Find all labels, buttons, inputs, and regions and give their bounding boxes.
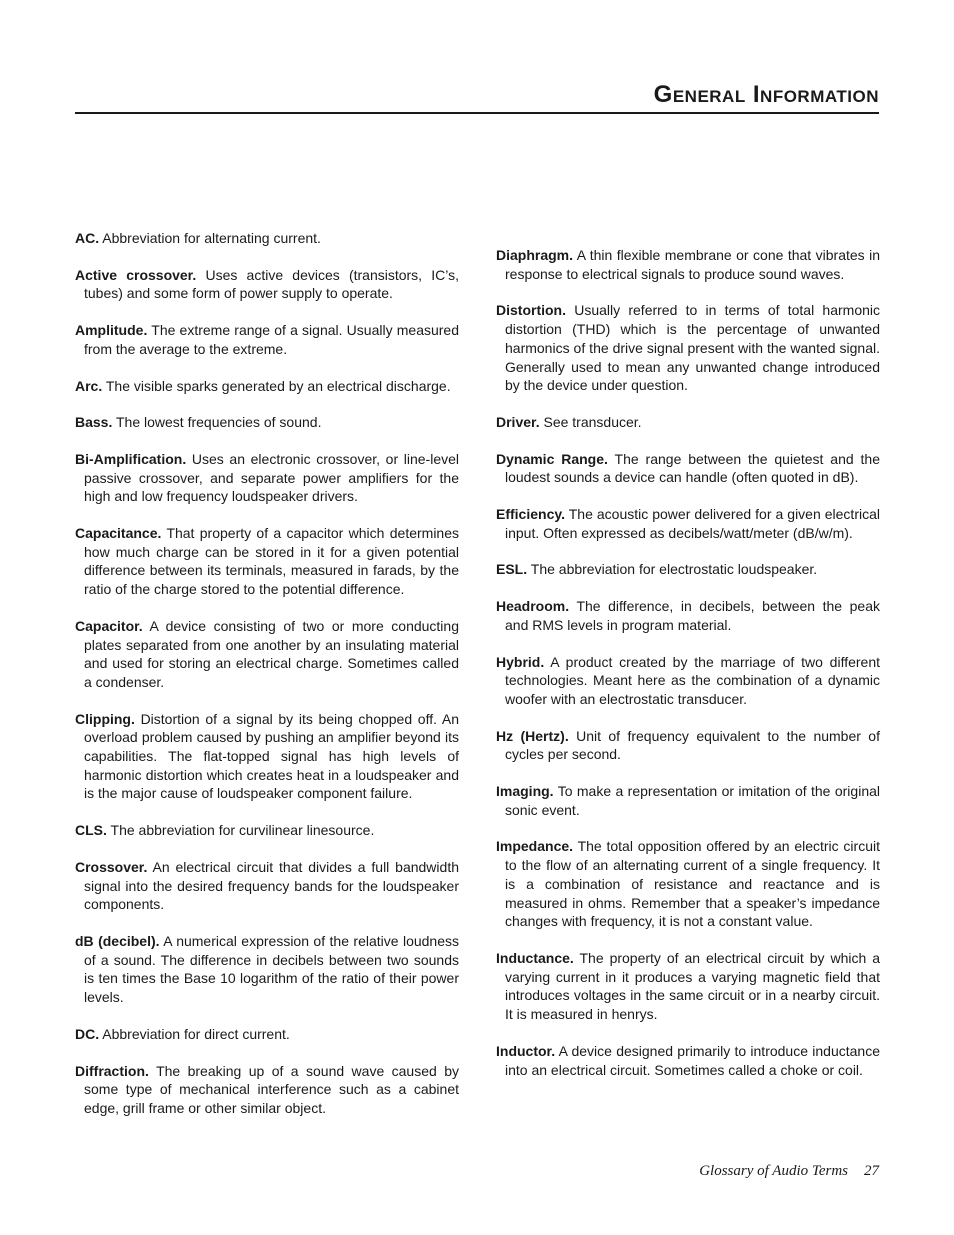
glossary-entry [75, 321, 459, 358]
glossary-term: Capacitance. [75, 525, 162, 542]
glossary-term: Efficiency. [496, 506, 565, 523]
glossary-term: Crossover. [75, 858, 148, 875]
glossary-entry [496, 782, 880, 819]
glossary-definition: To make a representation or imitation of the original sonic event. [505, 783, 880, 818]
glossary-term: Arc. [75, 377, 103, 394]
glossary-right-column [496, 246, 880, 1097]
glossary-term: Distortion. [496, 302, 566, 319]
glossary-definition: The extreme range of a signal. Usually measured from the average to the extreme. [84, 322, 459, 357]
glossary-term: Headroom. [496, 598, 570, 615]
glossary-entry [496, 949, 880, 1024]
glossary-definition: Abbreviation for direct current. [102, 1025, 290, 1042]
glossary-entry [75, 617, 459, 692]
glossary-definition: An electrical circuit that divides a full bandwidth signal into the desired frequency bands for the loudspeaker components. [84, 858, 459, 913]
glossary-entry [75, 377, 459, 396]
glossary-term: dB (decibel). [75, 932, 160, 949]
glossary-definition: See transducer. [543, 413, 642, 430]
glossary-entry [496, 1042, 880, 1079]
glossary-term: Dynamic Range. [496, 450, 608, 467]
glossary-term: Diffraction. [75, 1062, 149, 1079]
glossary-term: Driver. [496, 413, 540, 430]
glossary-term: Impedance. [496, 838, 574, 855]
glossary-entry [496, 450, 880, 487]
footer-section-title: Glossary of Audio Terms [699, 1163, 848, 1179]
glossary-term: Imaging. [496, 783, 554, 800]
glossary-definition: That property of a capacitor which determines how much charge can be stored in it for a given potential difference between its terminals, measured in farads, by the ratio of the charge stored to the potential difference. [84, 525, 459, 598]
glossary-entry [496, 246, 880, 283]
glossary-definition: A thin flexible membrane or cone that vibrates in response to electrical signals to produce sound waves. [505, 247, 881, 282]
glossary-term: Diaphragm. [496, 247, 574, 263]
glossary-definition: A product created by the marriage of two different technologies. Meant here as the combination of a dynamic woofer with an electrostatic transducer. [505, 653, 881, 707]
glossary-term: Hybrid. [496, 653, 545, 670]
glossary-term: Amplitude. [75, 322, 148, 339]
glossary-entry [75, 858, 459, 914]
glossary-definition: A numerical expression of the relative loudness of a sound. The difference in decibels between two sounds is ten times the Base 10 logarithm of the ratio of their power levels. [84, 932, 459, 1006]
glossary-definition: The acoustic power delivered for a given electrical input. Often expressed as decibels/watt/meter (dB/w/m). [505, 506, 880, 541]
glossary-entry [496, 301, 880, 395]
glossary-term: Bi-Amplification. [75, 450, 187, 467]
glossary-entry [75, 266, 459, 303]
glossary-definition: The abbreviation for curvilinear linesource. [110, 822, 375, 839]
glossary-term: CLS. [75, 822, 107, 839]
glossary-entry [75, 524, 459, 599]
glossary-entry [75, 413, 459, 432]
glossary-definition: Unit of frequency equivalent to the number of cycles per second. [505, 727, 880, 763]
glossary-entry [496, 560, 880, 579]
glossary-entry [496, 653, 880, 709]
glossary-entry [75, 450, 459, 506]
glossary-definition: A device designed primarily to introduce inductance into an electrical circuit. Sometimes called a choke or coil. [505, 1042, 880, 1078]
glossary-entry [75, 821, 459, 840]
glossary-entry [75, 1025, 459, 1044]
glossary-entry [496, 727, 880, 764]
glossary-definition: Abbreviation for alternating current. [102, 230, 321, 246]
glossary-entry [496, 597, 880, 634]
page-header [75, 78, 879, 114]
page-title: General Information [653, 81, 879, 108]
glossary-left-column [75, 229, 459, 1136]
glossary-entry [496, 837, 880, 931]
glossary-entry [75, 932, 459, 1007]
glossary-term: Hz (Hertz). [496, 727, 569, 744]
glossary-entry [75, 710, 459, 804]
glossary-definition: Distortion of a signal by its being chopped off. An overload problem caused by pushing an amplifier beyond its capabilities. The flat-topped signal has high levels of harmonic distortion which creates heat in a loudspeaker and is the major cause of loudspeaker component failure. [84, 710, 459, 802]
glossary-entry [75, 229, 459, 248]
glossary-definition: Uses active devices (transistors, IC’s, tubes) and some form of power supply to operate. [84, 266, 459, 302]
glossary-term: Active crossover. [75, 266, 197, 283]
glossary-definition: The lowest frequencies of sound. [116, 414, 322, 431]
glossary-term: DC. [75, 1025, 100, 1042]
glossary-definition: Usually referred to in terms of total harmonic distortion (THD) which is the percentage of unwanted harmonics of the drive signal present with the wanted signal. Generally used to mean any unwanted change introduced by the device under question. [505, 302, 880, 394]
glossary-term: Inductance. [496, 949, 574, 966]
glossary-definition: The visible sparks generated by an electrical discharge. [105, 377, 451, 394]
page-number: 27 [864, 1163, 879, 1179]
glossary-definition: The total opposition offered by an electric circuit to the flow of an alternating current of a single frequency. It is a combination of resistance and reactance and is measured in ohms. Remember that a speaker’s impedance changes with frequency, it is not a constant value. [505, 838, 880, 930]
glossary-definition: The range between the quietest and the loudest sounds a device can handle (often quoted in dB). [505, 450, 880, 486]
glossary-entry [75, 1062, 459, 1118]
glossary-term: Inductor. [496, 1042, 556, 1059]
glossary-term: Clipping. [75, 710, 135, 727]
glossary-definition: Uses an electronic crossover, or line-level passive crossover, and separate power amplifiers for the high and low frequency loudspeaker drivers. [84, 450, 459, 505]
glossary-definition: The property of an electrical circuit by which a varying current in it produces a varying magnetic field that introduces voltages in the same circuit or in a nearby circuit. It is measured in henrys. [505, 949, 880, 1023]
glossary-definition: A device consisting of two or more conducting plates separated from one another by an insulating material and used for storing an electrical charge. Sometimes called a condenser. [84, 617, 459, 690]
glossary-definition: The breaking up of a sound wave caused by some type of mechanical interference such as a cabinet edge, grill frame or other similar object. [84, 1062, 459, 1116]
glossary-term: ESL. [496, 561, 528, 578]
glossary-entry [496, 413, 880, 432]
page-footer [699, 1163, 879, 1180]
glossary-term: Bass. [75, 414, 113, 431]
glossary-term: AC. [75, 230, 100, 246]
glossary-definition: The abbreviation for electrostatic loudspeaker. [530, 561, 818, 578]
glossary-term: Capacitor. [75, 617, 143, 634]
glossary-entry [496, 505, 880, 542]
glossary-definition: The difference, in decibels, between the peak and RMS levels in program material. [505, 598, 881, 633]
